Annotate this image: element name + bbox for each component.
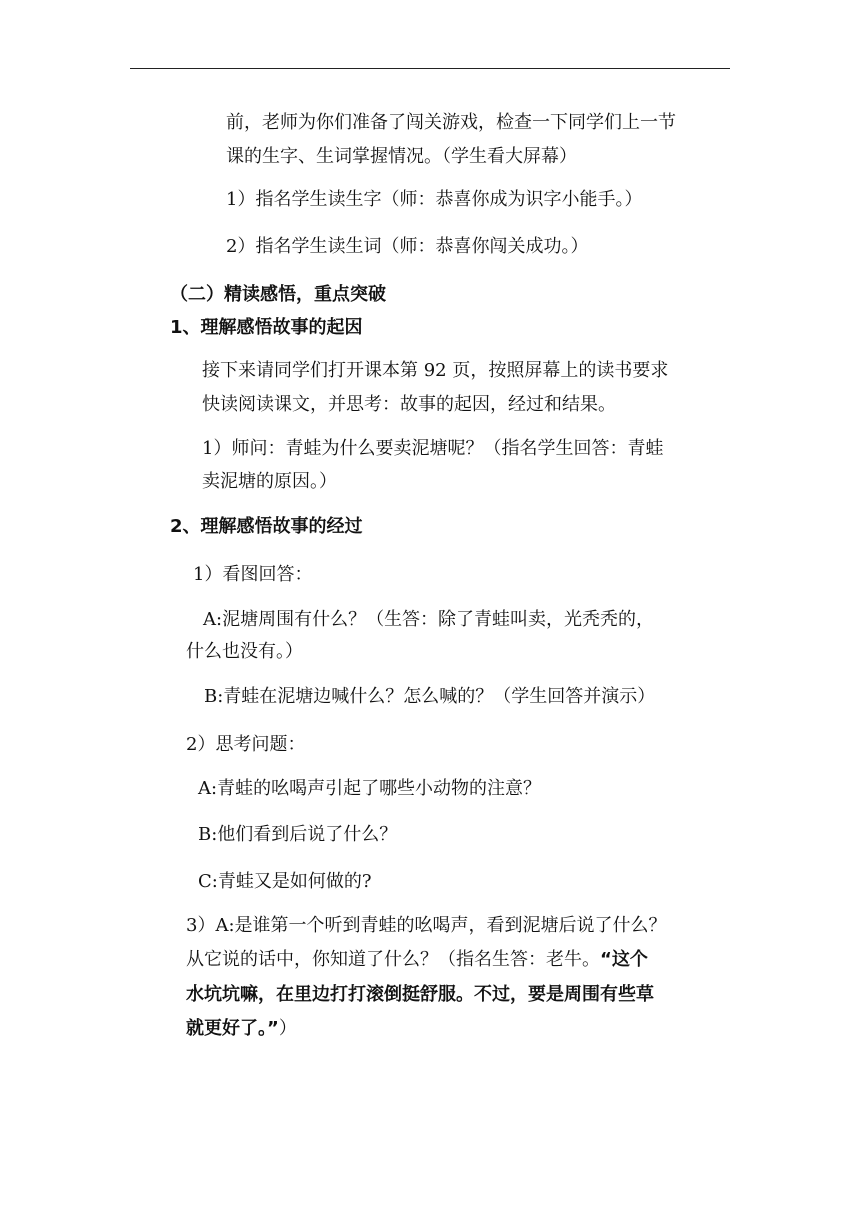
subsection-heading: 2、理解感悟故事的经过 [170, 516, 363, 537]
text-line: 2）思考问题： [186, 734, 306, 755]
quote-bold: “这个 [600, 949, 648, 970]
text-line: 课的生字、生词掌握情况。（学生看大屏幕） [226, 146, 577, 167]
header-rule [130, 68, 730, 69]
quote-bold: 水坑坑嘛，在里边打打滚倒挺舒服。不过，要是周围有些草 [186, 984, 654, 1005]
text-line: 卖泥塘的原因。） [202, 471, 337, 492]
text-line: 3）A:是谁第一个听到青蛙的吆喝声，看到泥塘后说了什么？ [186, 915, 667, 936]
text-line: 1）师问：青蛙为什么要卖泥塘呢？（指名学生回答：青蛙 [202, 438, 664, 459]
text-line [186, 1018, 297, 1040]
text-line: 快读阅读课文，并思考：故事的起因，经过和结果。 [202, 394, 616, 415]
text-line: 2）指名学生读生词（师：恭喜你闯关成功。） [226, 236, 589, 257]
text-line: A:青蛙的吆喝声引起了哪些小动物的注意？ [198, 778, 542, 799]
text-line: B:青蛙在泥塘边喊什么？怎么喊的？（学生回答并演示） [204, 686, 656, 707]
text-line [186, 949, 648, 971]
text-line: 1）看图回答： [193, 564, 313, 585]
text-line: 前，老师为你们准备了闯关游戏，检查一下同学们上一节 [226, 112, 676, 133]
text-line: C:青蛙又是如何做的? [198, 871, 372, 892]
text-run: ） [278, 1018, 297, 1039]
quote-bold: 就更好了。” [186, 1018, 279, 1039]
text-line: A:泥塘周围有什么？（生答：除了青蛙叫卖，光秃秃的， [203, 609, 655, 630]
text-line: 什么也没有。） [186, 641, 303, 662]
text-line: 接下来请同学们打开课本第 92 页，按照屏幕上的读书要求 [202, 360, 669, 381]
text-line: 1）指名学生读生字（师：恭喜你成为识字小能手。） [226, 189, 643, 210]
section-heading: （二）精读感悟，重点突破 [170, 284, 386, 305]
text-line: B:他们看到后说了什么？ [198, 824, 398, 845]
subsection-heading: 1、理解感悟故事的起因 [170, 317, 363, 338]
text-run: 从它说的话中，你知道了什么？（指名生答：老牛。 [186, 949, 600, 970]
